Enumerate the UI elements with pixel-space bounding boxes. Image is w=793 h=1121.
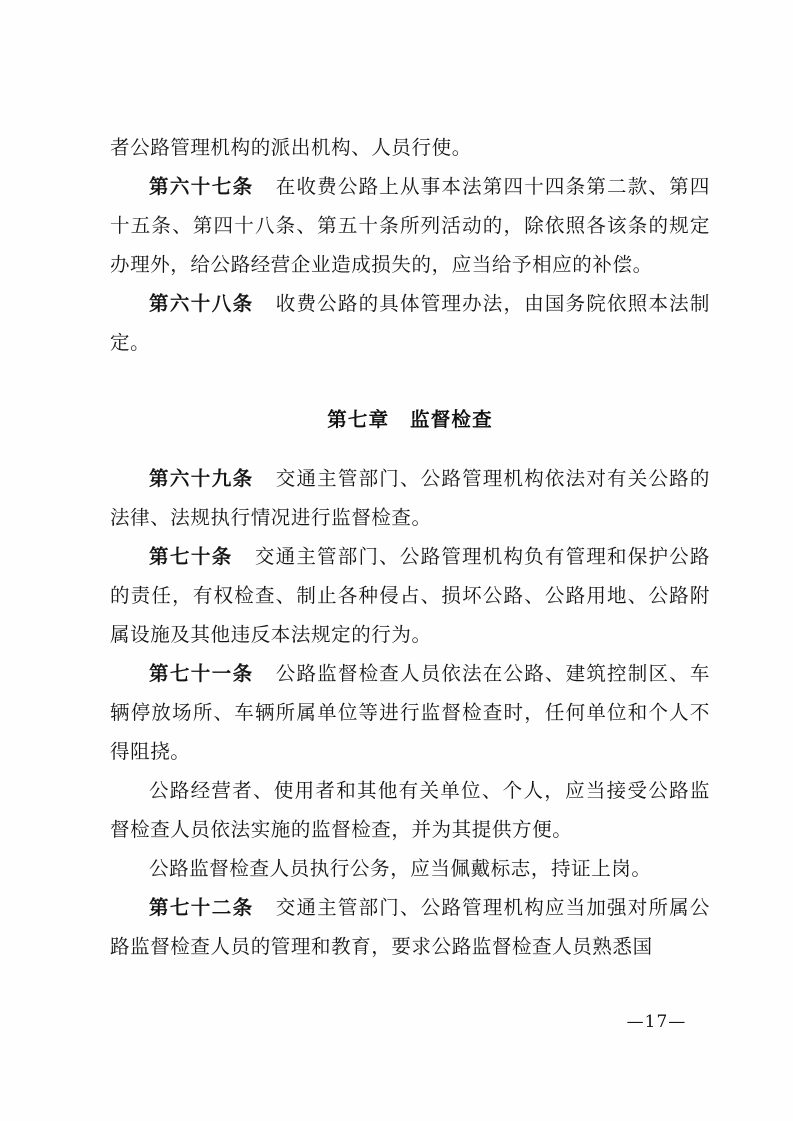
page-number: —17— [626,1012,687,1032]
article-71-paragraph-2 [110,771,710,849]
paragraph-text: 公路经营者、使用者和其他有关单位、个人，应当接受公路监督检查人员依法实施的监督检查，并为其提供方便。 [110,779,710,841]
article-text: 交通主管部门、公路管理机构依法对有关公路的法律、法规执行情况进行监督检查。 [110,467,710,529]
article-text: 公路监督检查人员依法在公路、建筑控制区、车辆停放场所、车辆所属单位等进行监督检查时，任何单位和个人不得阻挠。 [110,662,710,763]
article-72 [110,888,710,966]
document-body [110,128,710,966]
article-label: 第七十条 [149,545,233,568]
article-label: 第六十七条 [149,175,254,198]
paragraph-text: 公路监督检查人员执行公务，应当佩戴标志，持证上岗。 [149,857,652,880]
article-text: 交通主管部门、公路管理机构负有管理和保护公路的责任，有权检查、制止各种侵占、损坏公路、公路用地、公路附属设施及其他违反本法规定的行为。 [110,545,710,646]
paragraph-text: 者公路管理机构的派出机构、人员行使。 [110,136,472,159]
article-label: 第七十二条 [149,896,254,919]
article-text: 在收费公路上从事本法第四十四条第二款、第四十五条、第四十八条、第五十条所列活动的，除依照各该条的规定办理外，给公路经营企业造成损失的，应当给予相应的补偿。 [110,175,710,276]
article-label: 第六十九条 [149,467,254,490]
article-71-paragraph-3 [110,849,710,888]
article-text: 收费公路的具体管理办法，由国务院依照本法制定。 [110,292,710,354]
chapter-heading: 第七章 监督检查 [327,408,493,431]
article-70 [110,537,710,654]
article-69 [110,459,710,537]
article-71 [110,654,710,771]
article-text: 交通主管部门、公路管理机构应当加强对所属公路监督检查人员的管理和教育，要求公路监督检查人员熟悉国 [110,896,710,958]
article-label: 第七十一条 [149,662,254,685]
article-68 [110,284,710,362]
article-label: 第六十八条 [149,292,254,315]
paragraph-continuation [110,128,710,167]
article-67 [110,167,710,284]
